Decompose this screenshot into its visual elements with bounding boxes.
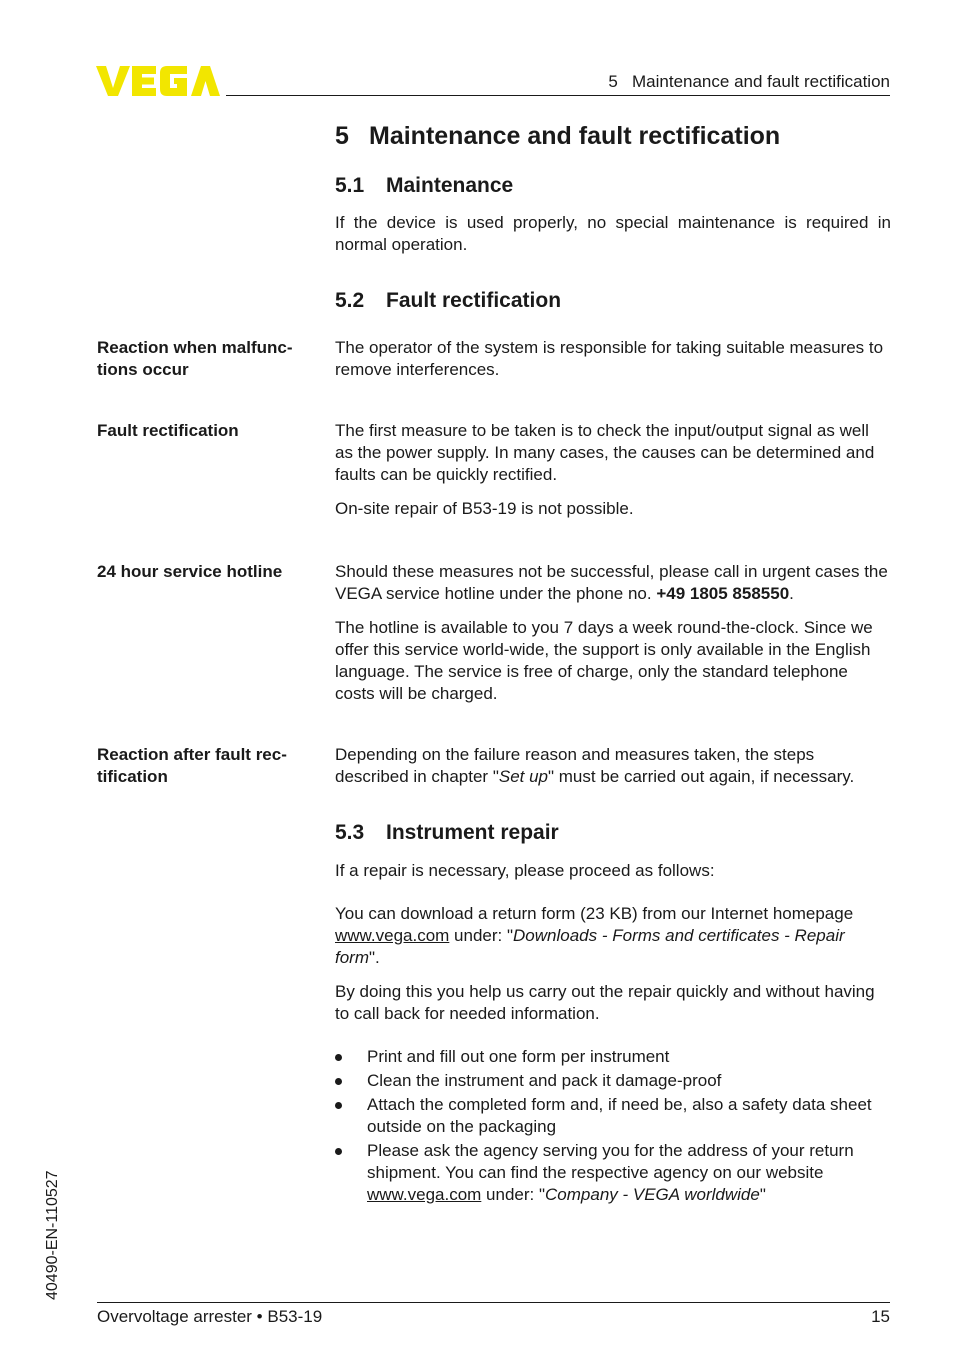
section-number: 5.1 xyxy=(335,174,365,197)
list-item xyxy=(335,1070,891,1092)
reaction-text xyxy=(335,337,891,381)
text: . xyxy=(789,584,794,603)
text: under: " xyxy=(449,926,514,945)
list-item-text: Attach the completed form and, if need be, also a safety data sheet outside on the packaging xyxy=(367,1095,872,1136)
section-title: Maintenance xyxy=(386,174,514,197)
section-heading-maintenance xyxy=(335,174,513,198)
section-heading-fault xyxy=(335,289,561,313)
footer-document-title: Overvoltage arrester • B53-19 xyxy=(97,1307,323,1326)
chapter-title-text: Maintenance and fault rectification xyxy=(369,122,781,150)
bullet-icon xyxy=(335,1078,342,1085)
chapter-number: 5 xyxy=(335,122,349,150)
after-text xyxy=(335,744,891,788)
section-heading-repair xyxy=(335,821,559,845)
running-header: 5 Maintenance and fault rectification xyxy=(608,72,890,91)
paragraph xyxy=(335,744,891,788)
list-item xyxy=(335,1094,891,1138)
document-code: 40490-EN-110527 xyxy=(44,1170,61,1300)
hotline-phone: +49 1805 858550 xyxy=(656,584,790,603)
page-number: 15 xyxy=(871,1307,890,1326)
side-label-hotline: 24 hour service hotline xyxy=(97,562,283,581)
website-link[interactable]: www.vega.com xyxy=(367,1185,482,1204)
text: ". xyxy=(369,948,380,967)
text: under: " xyxy=(481,1185,546,1204)
paragraph xyxy=(335,561,891,605)
section-title: Fault rectification xyxy=(386,289,562,312)
website-link[interactable]: www.vega.com xyxy=(335,926,450,945)
side-label-fault: Fault rectification xyxy=(97,421,239,440)
website-path: Company - VEGA worldwide xyxy=(545,1185,760,1204)
section-number: 5.2 xyxy=(335,289,365,312)
bullet-icon xyxy=(335,1054,342,1061)
section-title: Instrument repair xyxy=(386,821,559,844)
fault-text xyxy=(335,420,891,520)
bullet-icon xyxy=(335,1102,342,1109)
text: Please ask the agency serving you for the address of your return shipment. You can find the respective agency on our website xyxy=(367,1141,854,1182)
repair-intro xyxy=(335,860,891,882)
paragraph: If a repair is necessary, please proceed as follows: xyxy=(335,861,715,880)
list-item xyxy=(335,1046,891,1068)
bullet-icon xyxy=(335,1148,342,1155)
paragraph: The first measure to be taken is to check the input/output signal as well as the power supply. In many cases, the causes can be determined and faults can be quickly rectified. xyxy=(335,421,875,484)
download-path: Downloads - Forms and certificates - Repair form xyxy=(335,926,845,967)
list-item-text: Print and fill out one form per instrument xyxy=(367,1047,670,1066)
paragraph: If the device is used properly, no special maintenance is required in normal operation. xyxy=(335,213,891,254)
chapter-reference: Set up xyxy=(498,767,549,786)
text: Should these measures not be successful, please call in urgent cases the VEGA service hotline under the phone no. xyxy=(335,562,888,603)
text: You can download a return form (23 KB) from our Internet homepage xyxy=(335,904,854,923)
paragraph: The operator of the system is responsible for taking suitable measures to remove interferences. xyxy=(335,338,884,379)
repair-download-text xyxy=(335,903,891,1025)
hotline-text xyxy=(335,561,891,705)
repair-steps-list xyxy=(335,1046,891,1208)
section-number: 5.3 xyxy=(335,821,365,844)
side-label-after: Reaction after fault rec-tification xyxy=(97,745,287,786)
list-item-text: Clean the instrument and pack it damage-proof xyxy=(367,1071,722,1090)
paragraph: On-site repair of B53-19 is not possible. xyxy=(335,499,634,518)
list-item xyxy=(335,1140,891,1206)
paragraph: By doing this you help us carry out the repair quickly and without having to call back for needed information. xyxy=(335,982,875,1023)
paragraph: The hotline is available to you 7 days a week round-the-clock. Since we offer this service world-wide, the support is only available in the English language. The service is free of charge, only the standard telephone costs will be charged. xyxy=(335,618,873,703)
maintenance-text xyxy=(335,212,891,256)
chapter-title xyxy=(335,122,780,151)
vega-logo xyxy=(96,64,220,98)
text: Depending on the failure reason and measures taken, the steps described in chapter " xyxy=(335,745,815,786)
side-label-reaction: Reaction when malfunc-tions occur xyxy=(97,338,293,379)
text: " xyxy=(759,1185,766,1204)
text: " must be carried out again, if necessary. xyxy=(548,767,855,786)
header-rule xyxy=(226,95,890,96)
footer-rule xyxy=(97,1302,890,1303)
paragraph xyxy=(335,903,891,969)
